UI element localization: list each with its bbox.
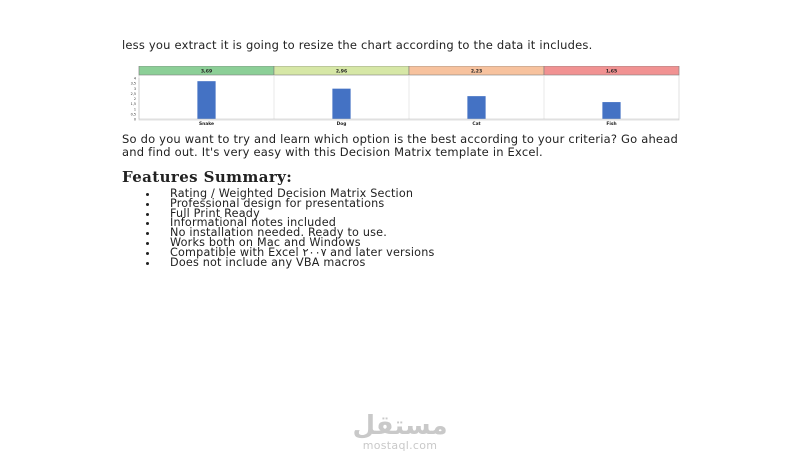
mostaql-watermark (350, 412, 450, 452)
y-tick-label: 2 (133, 97, 136, 101)
feature-item: Professional design for presentations (140, 199, 435, 209)
y-tick-label: 3,5 (130, 81, 136, 86)
y-tick-label: 0 (133, 117, 136, 122)
watermark-domain: mostaql.com (362, 439, 438, 452)
bar (602, 102, 620, 119)
y-tick-label: 1,5 (130, 102, 136, 107)
feature-item: Rating / Weighted Decision Matrix Section (140, 189, 435, 199)
bar (467, 96, 485, 119)
intro-paragraph: less you extract it is going to resize the chart according to the data it includes. (122, 38, 593, 52)
bar (197, 81, 215, 119)
x-tick-label: Snake (198, 122, 215, 126)
features-heading: Features Summary: (122, 168, 293, 186)
y-tick-label: 2,5 (130, 91, 136, 96)
feature-item: Full Print Ready (140, 209, 435, 219)
y-tick-label: 3 (133, 86, 136, 91)
feature-item: No installation needed. Ready to use. (140, 228, 435, 238)
data-label: 1,65 (605, 69, 618, 75)
bar (332, 89, 350, 119)
features-list (140, 189, 435, 267)
y-tick-label: 1 (133, 107, 136, 112)
decision-chart (122, 66, 680, 126)
chart-svg (122, 66, 680, 126)
watermark-logo: مستقل (352, 411, 448, 441)
feature-item: Does not include any VBA macros (140, 258, 435, 268)
y-tick-label: 4 (133, 76, 136, 81)
y-tick-label: 0,5 (130, 112, 136, 117)
feature-item: Works both on Mac and Windows (140, 238, 435, 248)
data-label: 3,69 (200, 69, 213, 75)
data-label: 2,96 (335, 69, 348, 75)
outro-paragraph: So do you want to try and learn which option is the best according to your criteria? Go ahead and find out. It's very easy with this Decision Matrix template in Excel. (122, 132, 678, 159)
x-tick-label: Dog (336, 122, 347, 126)
data-label: 2,23 (470, 69, 483, 75)
x-tick-label: Cat (472, 122, 481, 126)
feature-item: Compatible with Excel ٢٠٠٧ and later versions (140, 248, 435, 258)
feature-item: Informational notes included (140, 218, 435, 228)
x-tick-label: Fish (606, 122, 617, 126)
